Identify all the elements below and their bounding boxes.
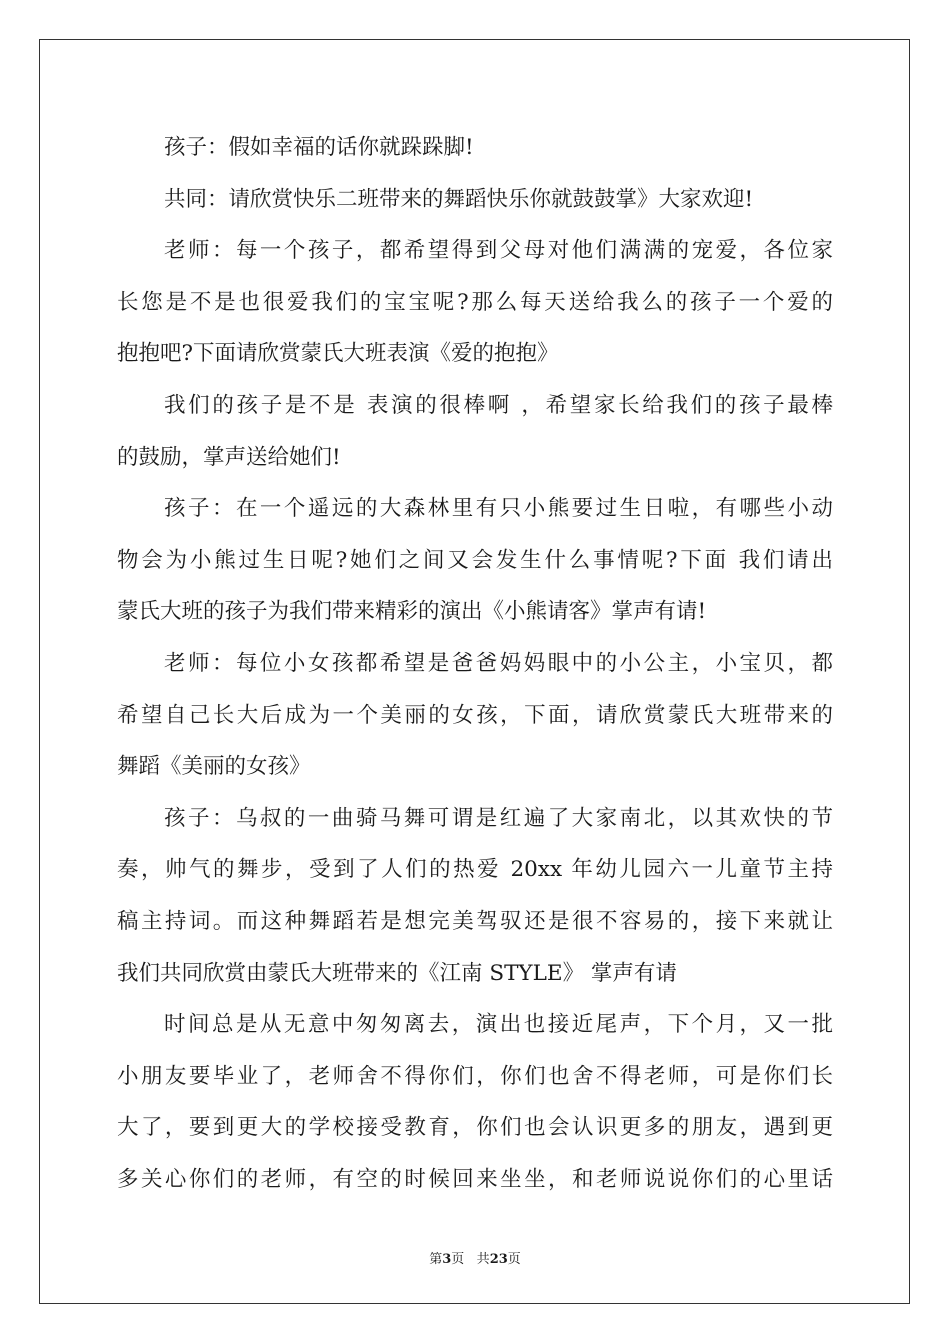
- footer-total-suffix: 页: [507, 1252, 521, 1267]
- text-line: 长您是不是也很爱我们的宝宝呢?那么每天送给我么的孩子一个爱的: [117, 289, 833, 315]
- text-line: 的鼓励，掌声送给她们!: [117, 444, 341, 470]
- footer-total-prefix: 共: [476, 1252, 490, 1267]
- footer-page-suffix: 页: [451, 1252, 465, 1267]
- text-line: 小朋友要毕业了，老师舍不得你们，你们也舍不得老师，可是你们长: [117, 1063, 833, 1089]
- text-line: 时间总是从无意中匆匆离去，演出也接近尾声，下个月，又一批: [164, 1012, 833, 1038]
- text-line: 蒙氏大班的孩子为我们带来精彩的演出《小熊请客》掌声有请!: [117, 599, 707, 625]
- total-page-count: 23: [489, 1252, 508, 1267]
- text-line: 孩子：乌叔的一曲骑马舞可谓是红遍了大家南北，以其欢快的节: [164, 805, 833, 831]
- text-line: 老师：每一个孩子，都希望得到父母对他们满满的宠爱，各位家: [164, 238, 833, 264]
- text-line: 共同：请欣赏快乐二班带来的舞蹈快乐你就鼓鼓掌》大家欢迎!: [164, 186, 754, 212]
- text-line: 我们共同欣赏由蒙氏大班带来的《江南 STYLE》 掌声有请: [117, 960, 677, 986]
- text-line: 希望自己长大后成为一个美丽的女孩，下面，请欣赏蒙氏大班带来的: [117, 702, 833, 728]
- text-line: 孩子：假如幸福的话你就跺跺脚!: [164, 135, 474, 160]
- document-body: [117, 130, 833, 1213]
- text-line: 舞蹈《美丽的女孩》: [117, 754, 311, 780]
- text-line: 孩子：在一个遥远的大森林里有只小熊要过生日啦，有哪些小动: [164, 496, 833, 522]
- text-line: 大了，要到更大的学校接受教育，你们也会认识更多的朋友，遇到更: [117, 1115, 833, 1141]
- text-line: 物会为小熊过生日呢?她们之间又会发生什么事情呢?下面 我们请出: [117, 547, 833, 573]
- text-line: 老师：每位小女孩都希望是爸爸妈妈眼中的小公主，小宝贝，都: [164, 650, 833, 676]
- text-line: 奏，帅气的舞步，受到了人们的热爱 20xx 年幼儿园六一儿童节主持: [117, 857, 833, 883]
- page-footer: [0, 1248, 950, 1267]
- text-line: 多关心你们的老师，有空的时候回来坐坐，和老师说说你们的心里话: [117, 1166, 833, 1192]
- current-page-number: 3: [442, 1252, 452, 1267]
- footer-prefix: 第: [429, 1252, 443, 1267]
- text-line: 抱抱吧?下面请欣赏蒙氏大班表演《爱的抱抱》: [117, 341, 559, 367]
- text-line: 我们的孩子是不是 表演的很棒啊 ，希望家长给我们的孩子最棒: [164, 392, 833, 418]
- text-line: 稿主持词。而这种舞蹈若是想完美驾驭还是很不容易的，接下来就让: [117, 908, 833, 934]
